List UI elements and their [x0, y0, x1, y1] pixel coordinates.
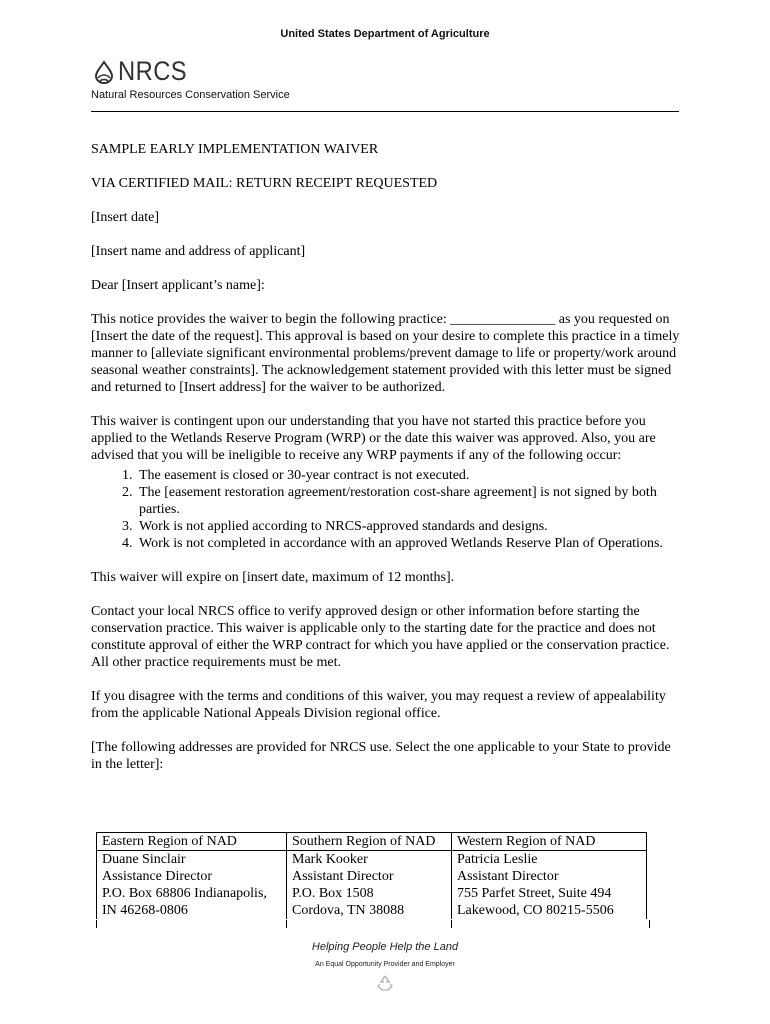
table-continuation [96, 920, 650, 928]
paragraph-appeal: If you disagree with the terms and conditions of this waiver, you may request a review of appealability from the applicable National Appeals Division regional office. [91, 689, 666, 721]
column-divider [286, 920, 287, 928]
footer-slogan: Helping People Help the Land [311, 941, 459, 953]
nad-address-table [96, 832, 647, 919]
agency-header: United States Department of Agriculture [280, 28, 490, 40]
paragraph-contact: Contact your local NRCS office to verify approved design or other information before starting the conservation practice. This waiver is applicable only to the starting date for the practice and does not constitute approval of either the WRP contract for which you have applied or the conservation practice. All other practice requirements must be met. [91, 604, 670, 670]
list-item: 3. Work is not applied according to NRCS-approved standards and designs. [136, 518, 681, 535]
conditions-list [91, 467, 681, 552]
salutation: Dear [Insert applicant’s name]: [91, 278, 265, 293]
table-header-western: Western Region of NAD [452, 833, 647, 851]
table-header-eastern: Eastern Region of NAD [97, 833, 287, 851]
agency-name: Natural Resources Conservation Service [91, 89, 290, 101]
water-drop-icon [91, 59, 117, 85]
paragraph-practice: This notice provides the waiver to begin the following practice: _______________ as you requested on [Insert the date of the request]. This approval is based on your desire to complete this practice in a timely manner to [alleviate significant environmental problems/prevent damage to life or property/work around seasonal weather constraints]. The acknowledgement statement provided with this letter must be signed and returned to [Insert address] for the waiver to be authorized. [91, 312, 680, 395]
address-line: Lakewood, CO 80215-5506 [457, 903, 614, 918]
address-line: 755 Parfet Street, Suite 494 [457, 886, 612, 901]
paragraph-contingent: This waiver is contingent upon our understanding that you have not started this practice before you applied to the Wetlands Reserve Program (WRP) or the date this waiver was approved. Also, you are advised that you will be ineligible to receive any WRP payments if any of the following occur: [91, 414, 656, 463]
delivery-method: VIA CERTIFIED MAIL: RETURN RECEIPT REQUESTED [91, 176, 438, 191]
address-line: P.O. Box 1508 [292, 886, 374, 901]
southern-region-address [287, 851, 452, 920]
logo-text: NRCS [118, 56, 188, 86]
list-item: 4. Work is not completed in accordance with an approved Wetlands Reserve Plan of Operations. [136, 535, 681, 552]
column-divider [451, 920, 452, 928]
address-line: Duane Sinclair [102, 852, 186, 867]
address-line: Assistant Director [292, 869, 394, 884]
table-header-southern: Southern Region of NAD [287, 833, 452, 851]
address-line: Cordova, TN 38088 [292, 903, 405, 918]
footer-eeo-statement: An Equal Opportunity Provider and Employer [315, 961, 455, 968]
list-item: 2. The [easement restoration agreement/restoration cost-share agreement] is not signed by both parties. [136, 484, 681, 518]
address-line: P.O. Box 68806 Indianapolis, [102, 886, 267, 901]
address-line: IN 46268-0806 [102, 903, 188, 918]
expiry-statement: This waiver will expire on [insert date, maximum of 12 months]. [91, 570, 455, 585]
nrcs-logo [91, 56, 197, 87]
letter-body [91, 141, 681, 773]
list-item: 1. The easement is closed or 30-year contract is not executed. [136, 467, 681, 484]
letter-title: SAMPLE EARLY IMPLEMENTATION WAIVER [91, 142, 379, 157]
western-region-address [452, 851, 647, 920]
address-line: Assistance Director [102, 869, 213, 884]
address-line: Patricia Leslie [457, 852, 538, 867]
address-line: Assistant Director [457, 869, 559, 884]
addresses-note: [The following addresses are provided for NRCS use. Select the one applicable to your State to provide in the letter]: [91, 740, 671, 772]
address-line: Mark Kooker [292, 852, 368, 867]
header-divider [91, 111, 679, 112]
date-placeholder: [Insert date] [91, 210, 160, 225]
recycle-icon [375, 974, 395, 997]
eastern-region-address [97, 851, 287, 920]
address-placeholder: [Insert name and address of applicant] [91, 244, 306, 259]
